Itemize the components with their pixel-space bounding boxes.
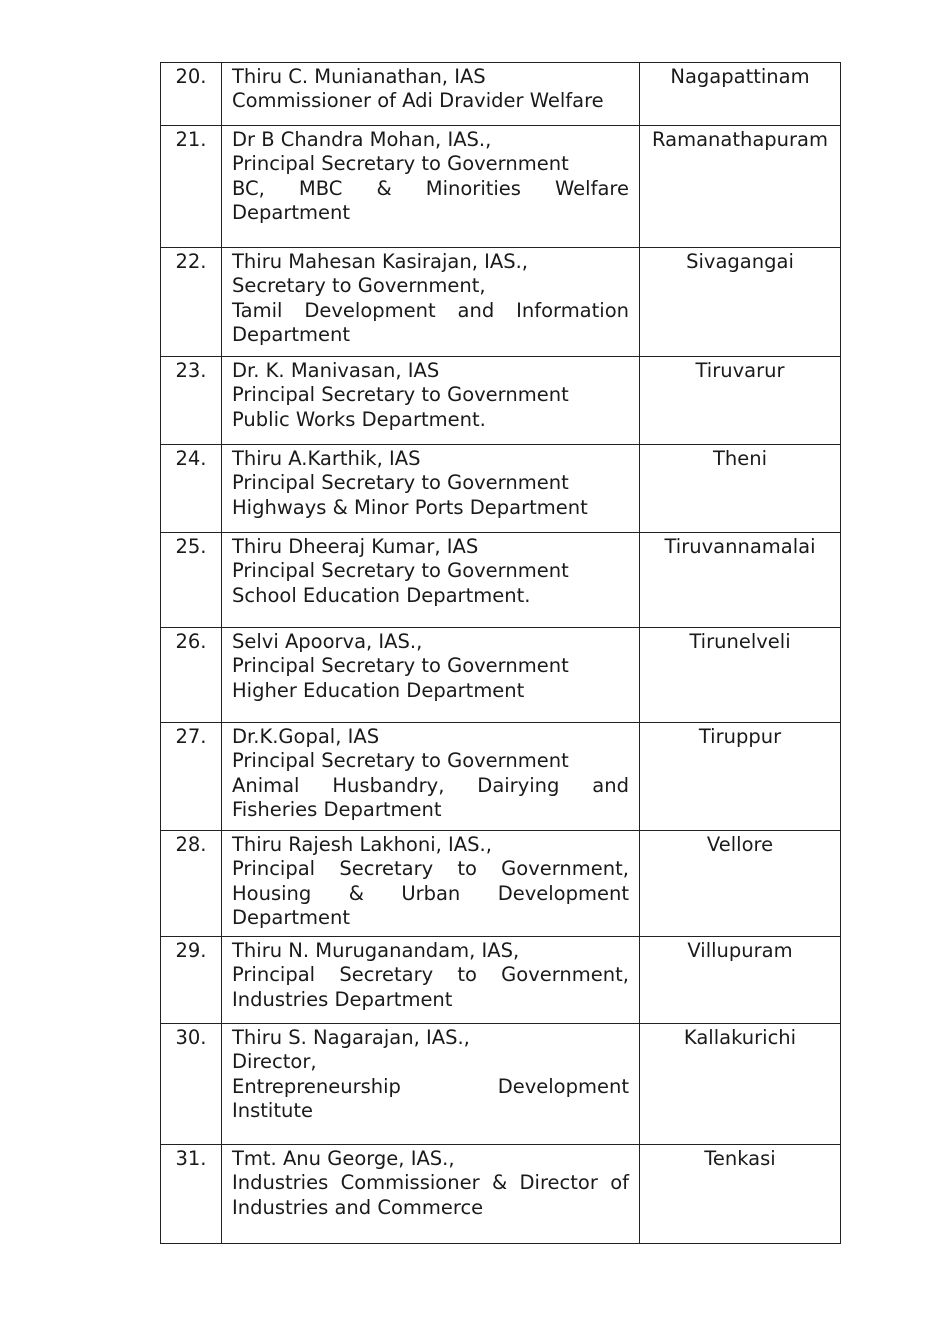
serial-number-cell: 26. bbox=[161, 628, 222, 723]
officer-detail-line: Tmt. Anu George, IAS., bbox=[232, 1147, 455, 1170]
serial-number-cell: 29. bbox=[161, 937, 222, 1024]
officer-detail-line: Highways & Minor Ports Department bbox=[232, 495, 588, 519]
officer-cell bbox=[222, 357, 640, 445]
district-cell: Sivagangai bbox=[640, 248, 841, 357]
district-cell: Theni bbox=[640, 445, 841, 533]
officer-detail-line: Department bbox=[232, 322, 350, 346]
officer-cell bbox=[222, 248, 640, 357]
officer-cell bbox=[222, 126, 640, 248]
officer-detail-line: School Education Department. bbox=[232, 583, 531, 607]
table-body bbox=[161, 63, 841, 1244]
officer-detail-line: Public Works Department. bbox=[232, 407, 486, 431]
officer-detail-line: Tamil Development and Information bbox=[232, 298, 629, 322]
table-row bbox=[161, 357, 841, 445]
serial-number-cell: 20. bbox=[161, 63, 222, 126]
officer-detail-line: Principal Secretary to Government bbox=[232, 471, 569, 495]
serial-number-cell: 23. bbox=[161, 357, 222, 445]
officer-detail-line: Higher Education Department bbox=[232, 678, 525, 702]
serial-number-cell: 28. bbox=[161, 831, 222, 937]
officer-cell bbox=[222, 1024, 640, 1145]
table-row bbox=[161, 126, 841, 248]
officer-detail-line: Secretary to Government, bbox=[232, 274, 486, 298]
table-row bbox=[161, 1145, 841, 1244]
officer-cell bbox=[222, 628, 640, 723]
officer-detail-line: Fisheries Department bbox=[232, 797, 442, 821]
table-row bbox=[161, 937, 841, 1024]
officer-cell bbox=[222, 937, 640, 1024]
officer-detail-line: Thiru A.Karthik, IAS bbox=[232, 447, 421, 470]
officer-detail-line: Selvi Apoorva, IAS., bbox=[232, 630, 423, 653]
officer-detail-line: Principal Secretary to Government bbox=[232, 152, 569, 176]
table-row bbox=[161, 63, 841, 126]
serial-number-cell: 27. bbox=[161, 723, 222, 831]
officer-detail-line: Thiru N. Muruganandam, IAS, bbox=[232, 939, 520, 962]
officer-cell bbox=[222, 63, 640, 126]
table-row bbox=[161, 723, 841, 831]
district-cell: Tiruppur bbox=[640, 723, 841, 831]
officer-detail-line: BC, MBC & Minorities Welfare bbox=[232, 176, 629, 200]
serial-number-cell: 31. bbox=[161, 1145, 222, 1244]
table-row bbox=[161, 248, 841, 357]
officer-detail-line: Housing & Urban Development bbox=[232, 881, 629, 905]
officer-detail-line: Director, bbox=[232, 1050, 317, 1074]
officer-detail-line: Principal Secretary to Government bbox=[232, 749, 569, 773]
officer-detail-line: Principal Secretary to Government bbox=[232, 559, 569, 583]
district-cell: Tiruvarur bbox=[640, 357, 841, 445]
table-row bbox=[161, 831, 841, 937]
officer-detail-line: Dr.K.Gopal, IAS bbox=[232, 725, 380, 748]
officer-detail-line: Principal Secretary to Government bbox=[232, 383, 569, 407]
district-cell: Vellore bbox=[640, 831, 841, 937]
table-row bbox=[161, 1024, 841, 1145]
officer-detail-line: Dr B Chandra Mohan, IAS., bbox=[232, 128, 492, 151]
officer-cell bbox=[222, 533, 640, 628]
officer-detail-line: Thiru Mahesan Kasirajan, IAS., bbox=[232, 250, 528, 273]
officer-allocation-table bbox=[160, 62, 841, 1244]
officer-cell bbox=[222, 445, 640, 533]
district-cell: Tiruvannamalai bbox=[640, 533, 841, 628]
officer-detail-line: Institute bbox=[232, 1098, 313, 1122]
officer-detail-line: Industries Commissioner & Director of bbox=[232, 1171, 629, 1195]
table-row bbox=[161, 628, 841, 723]
table-row bbox=[161, 445, 841, 533]
officer-cell bbox=[222, 723, 640, 831]
officer-detail-line: Industries Department bbox=[232, 987, 453, 1011]
officer-detail-line: Thiru Rajesh Lakhoni, IAS., bbox=[232, 833, 492, 856]
district-cell: Ramanathapuram bbox=[640, 126, 841, 248]
officer-detail-line: Department bbox=[232, 905, 350, 929]
officer-cell bbox=[222, 831, 640, 937]
district-cell: Villupuram bbox=[640, 937, 841, 1024]
officer-detail-line: Thiru C. Munianathan, IAS bbox=[232, 65, 486, 88]
officer-detail-line: Dr. K. Manivasan, IAS bbox=[232, 359, 440, 382]
officer-detail-line: Thiru Dheeraj Kumar, IAS bbox=[232, 535, 479, 558]
district-cell: Tirunelveli bbox=[640, 628, 841, 723]
table-row bbox=[161, 533, 841, 628]
officer-cell bbox=[222, 1145, 640, 1244]
district-cell: Nagapattinam bbox=[640, 63, 841, 126]
officer-detail-line: Entrepreneurship Development bbox=[232, 1074, 629, 1098]
officer-detail-line: Thiru S. Nagarajan, IAS., bbox=[232, 1026, 470, 1049]
officer-detail-line: Animal Husbandry, Dairying and bbox=[232, 773, 629, 797]
serial-number-cell: 22. bbox=[161, 248, 222, 357]
officer-detail-line: Commissioner of Adi Dravider Welfare bbox=[232, 89, 604, 113]
officer-detail-line: Principal Secretary to Government, bbox=[232, 857, 629, 881]
serial-number-cell: 21. bbox=[161, 126, 222, 248]
officer-detail-line: Industries and Commerce bbox=[232, 1195, 484, 1219]
serial-number-cell: 25. bbox=[161, 533, 222, 628]
officer-detail-line: Principal Secretary to Government bbox=[232, 654, 569, 678]
district-cell: Tenkasi bbox=[640, 1145, 841, 1244]
officer-detail-line: Principal Secretary to Government, bbox=[232, 963, 629, 987]
officer-detail-line: Department bbox=[232, 200, 350, 224]
serial-number-cell: 30. bbox=[161, 1024, 222, 1145]
district-cell: Kallakurichi bbox=[640, 1024, 841, 1145]
serial-number-cell: 24. bbox=[161, 445, 222, 533]
